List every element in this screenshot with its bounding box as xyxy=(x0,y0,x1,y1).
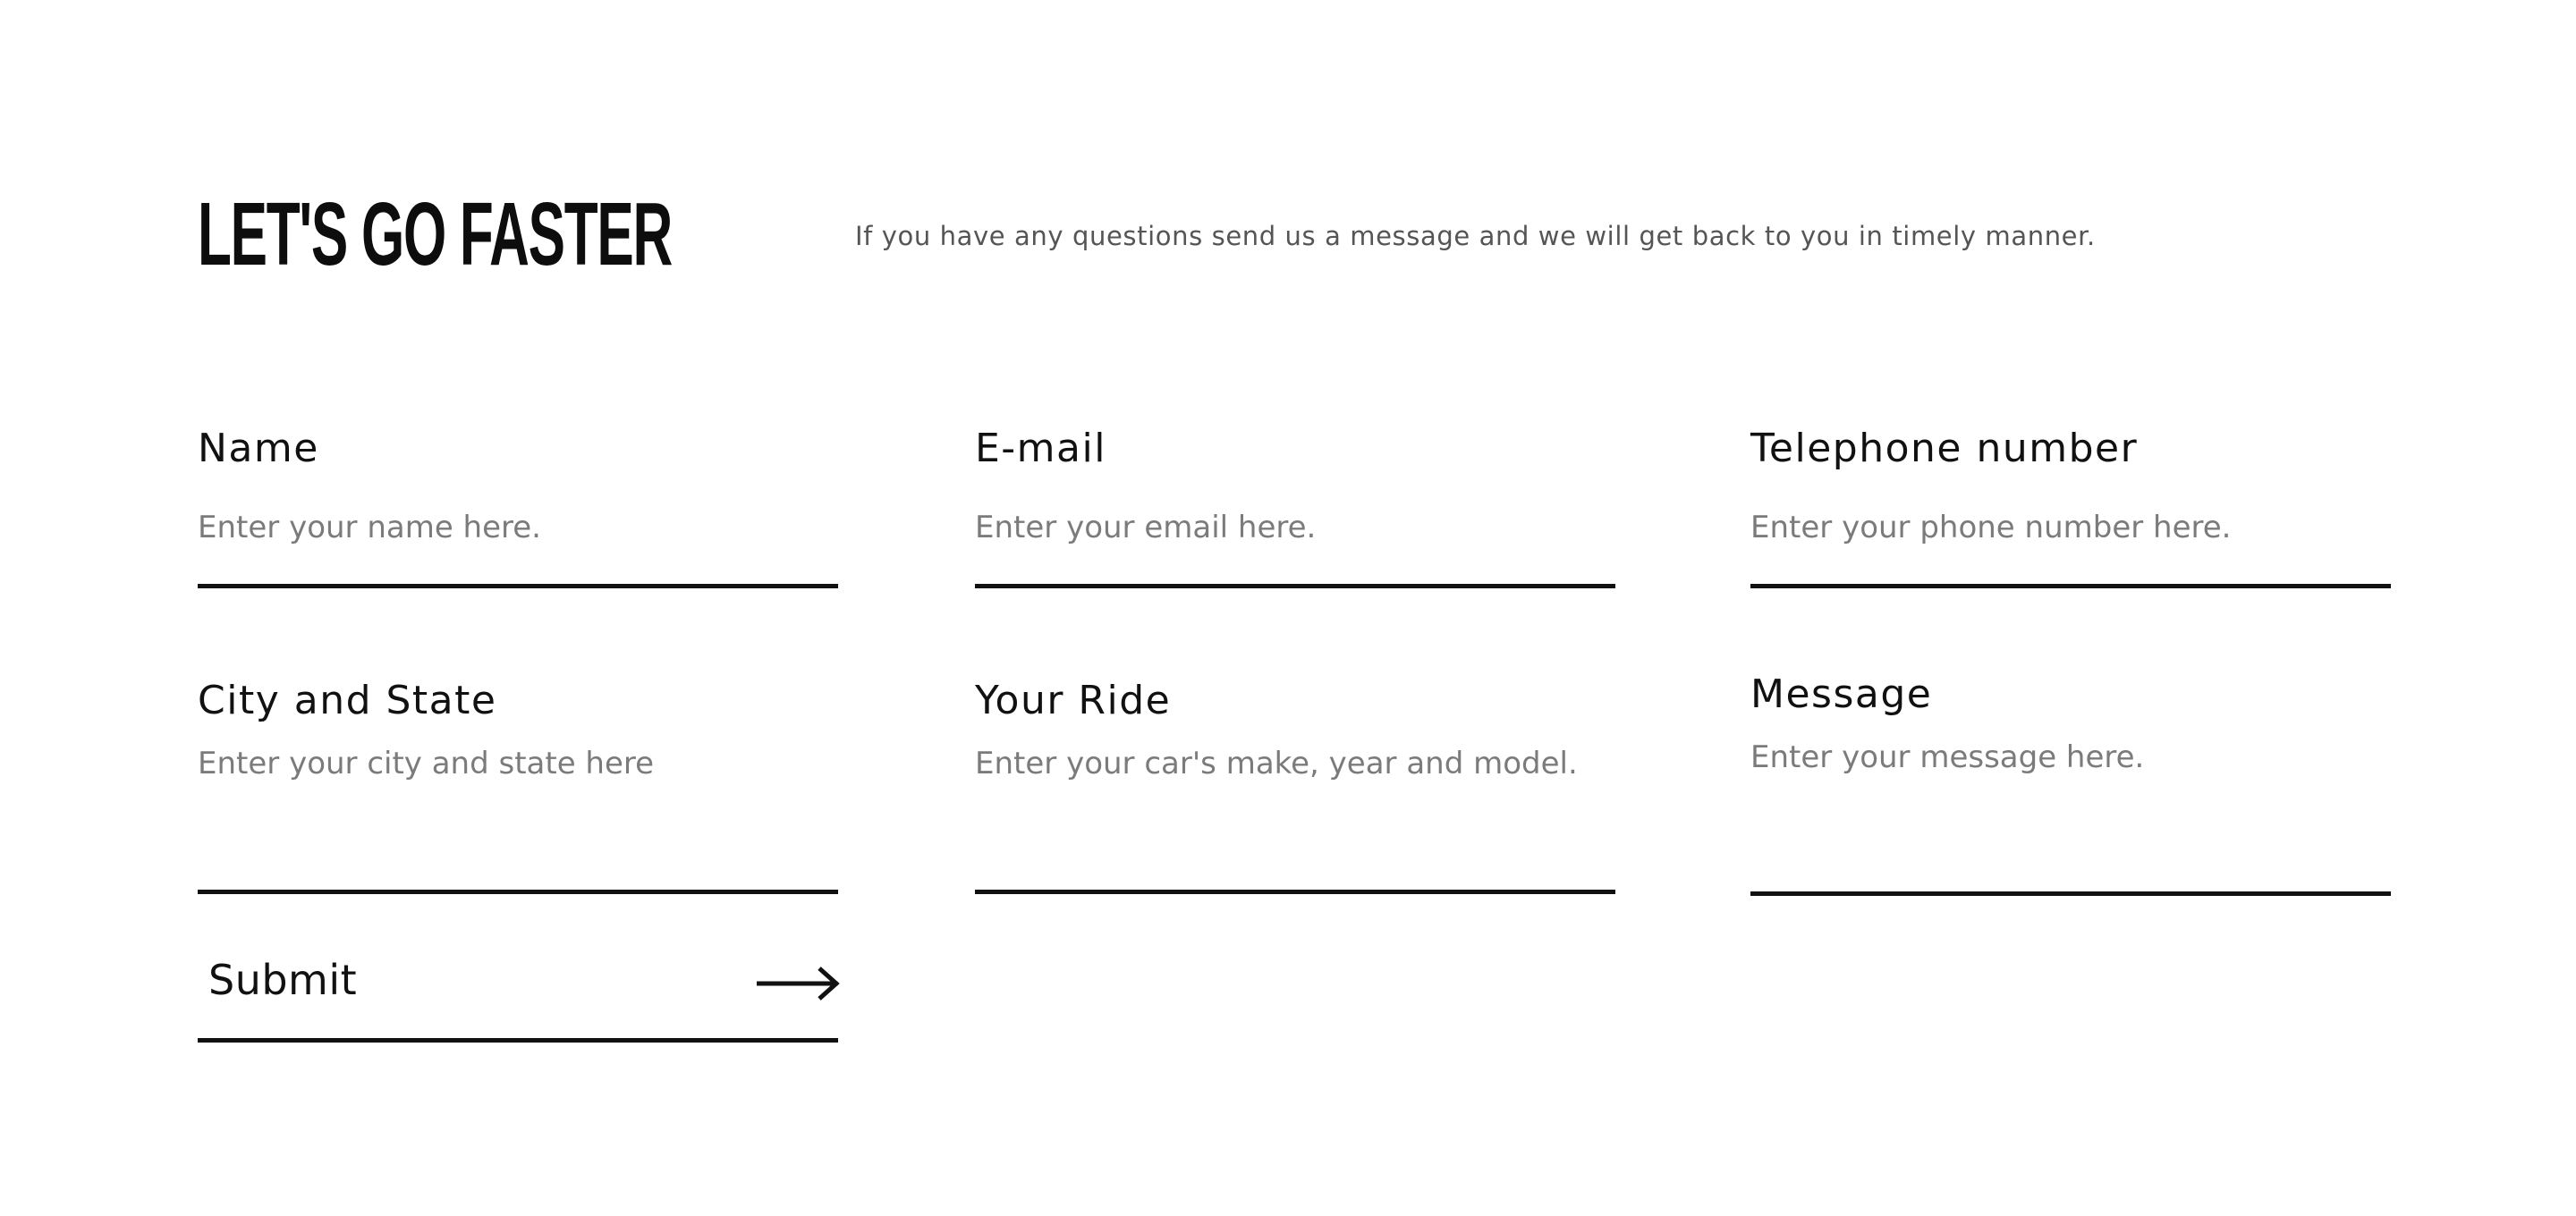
name-underline xyxy=(198,584,838,588)
name-input[interactable] xyxy=(198,508,838,547)
message-input[interactable] xyxy=(1750,738,2391,777)
arrow-right-icon xyxy=(757,964,841,1003)
message-underline xyxy=(1750,891,2391,896)
email-input[interactable] xyxy=(975,508,1615,547)
city-label: City and State xyxy=(198,678,497,723)
email-underline xyxy=(975,584,1615,588)
ride-input[interactable] xyxy=(975,744,1615,783)
page-title: LET'S GO FASTER xyxy=(198,184,673,284)
name-label: Name xyxy=(198,426,319,471)
phone-input[interactable] xyxy=(1750,508,2391,547)
submit-underline xyxy=(198,1038,838,1043)
submit-button[interactable] xyxy=(198,946,838,1044)
city-underline xyxy=(198,890,838,894)
phone-underline xyxy=(1750,584,2391,588)
ride-underline xyxy=(975,890,1615,894)
submit-label: Submit xyxy=(208,956,358,1004)
message-label: Message xyxy=(1750,671,1933,717)
phone-label: Telephone number xyxy=(1750,426,2139,471)
intro-text: If you have any questions send us a message and we will get back to you in timely manner. xyxy=(855,221,2096,251)
city-input[interactable] xyxy=(198,744,838,783)
ride-label: Your Ride xyxy=(975,678,1172,723)
email-label: E-mail xyxy=(975,426,1106,471)
